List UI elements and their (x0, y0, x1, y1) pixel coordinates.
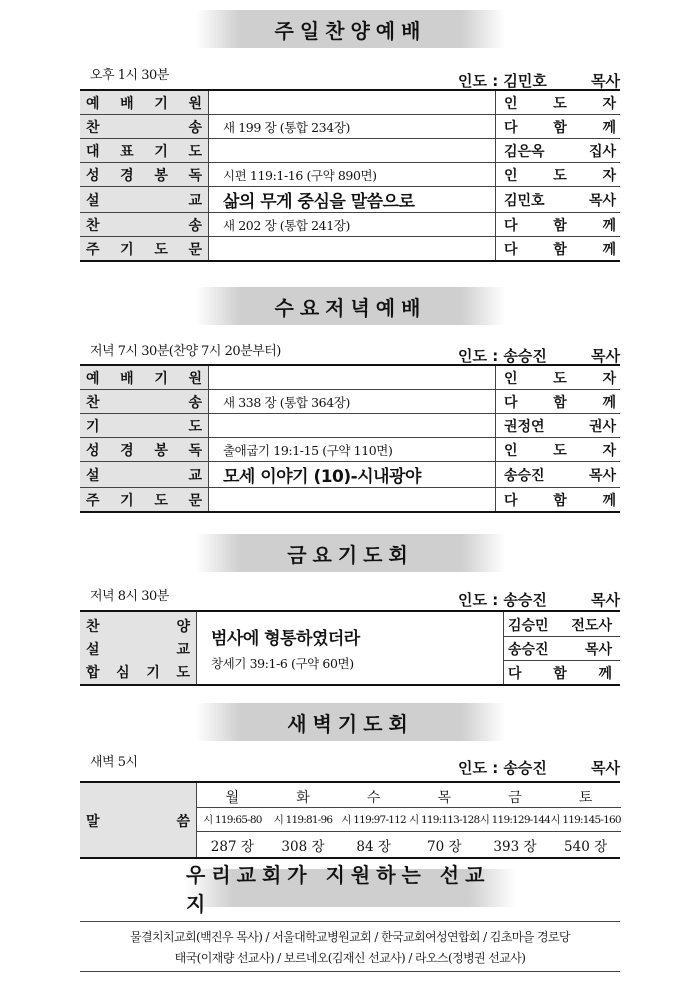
order-leader: 인 도 자 (496, 365, 621, 390)
order-label: 주 기 도 문 (80, 237, 209, 262)
divider (80, 921, 620, 922)
friday-leader-praise: 김승민 전도사 (508, 618, 612, 634)
order-leader: 인 도 자 (496, 438, 621, 462)
order-row (80, 139, 620, 163)
dawn-day: 목 (437, 790, 452, 806)
order-content: 출애굽기 19:1-15 (구약 110면) (209, 438, 496, 462)
order-content (209, 90, 496, 115)
order-label: 성 경 봉 독 (80, 438, 209, 462)
order-leader: 다 함 께 (496, 237, 621, 262)
order-content: 새 338 장 (통합 364장) (209, 390, 496, 414)
dawn-day: 수 (366, 790, 381, 806)
order-label: 찬 송 (80, 115, 209, 139)
friday-label-sermon: 설 교 (86, 642, 190, 658)
order-row (80, 365, 620, 390)
friday-leader-sermon: 송승진 목사 (508, 642, 612, 658)
order-label: 예 배 기 원 (80, 90, 209, 115)
order-leader: 다 함 께 (496, 488, 621, 513)
order-row (80, 115, 620, 139)
dawn-day: 화 (296, 790, 310, 806)
order-row (80, 488, 620, 513)
dawn-chapter: 84 장 (356, 839, 391, 855)
order-leader: 다 함 께 (496, 390, 621, 414)
order-leader: 다 함 께 (496, 115, 621, 139)
friday-time: 저녁 8시 30분 (90, 589, 169, 604)
dawn-time: 새벽 5시 (90, 755, 138, 770)
order-label: 기 도 (80, 414, 209, 438)
sunday-leader: 인도 : 김민호 목사 (458, 72, 620, 90)
dawn-leader: 인도 : 송승진 목사 (458, 759, 620, 777)
sermon-title: 모세 이야기 (10)-시내광야 (209, 462, 496, 488)
missions-title: 우리교회가 지원하는 선교지 (186, 869, 515, 907)
order-label: 찬 송 (80, 390, 209, 414)
dawn-schedule-table (80, 781, 620, 859)
divider (197, 831, 621, 832)
divider (80, 971, 620, 972)
dawn-passage: 시 119:129-144 (479, 814, 551, 826)
order-label: 예 배 기 원 (80, 365, 209, 390)
dawn-passages-row (197, 812, 621, 827)
dawn-chapter: 70 장 (427, 839, 462, 855)
dawn-passage: 시 119:81-96 (273, 814, 333, 826)
order-leader: 인 도 자 (496, 90, 621, 115)
dawn-title: 새벽기도회 (196, 703, 505, 741)
dawn-passage: 시 119:97-112 (341, 814, 406, 826)
order-content: 새 202 장 (통합 241장) (209, 213, 496, 237)
divider (503, 636, 620, 637)
order-leader: 권정연 권사 (496, 414, 621, 438)
dawn-chapters-row (197, 835, 621, 855)
order-leader: 인 도 자 (496, 163, 621, 187)
order-row (80, 163, 620, 187)
order-row (80, 462, 620, 488)
order-leader: 김민호 목사 (496, 187, 621, 213)
order-content (209, 237, 496, 262)
divider (503, 660, 620, 661)
dawn-grid (196, 783, 621, 857)
order-leader: 송승진 목사 (496, 462, 621, 488)
sermon-title: 삶의 무게 중심을 말씀으로 (209, 187, 496, 213)
dawn-passage: 시 119:145-160 (550, 814, 621, 826)
sunday-order-table (80, 89, 620, 262)
wednesday-order-table (80, 364, 620, 513)
friday-order-table (80, 610, 620, 686)
missions-line-1: 물결치치교회(백진우 목사) / 서울대학교병원교회 / 한국교회여성연합회 / 김초마을 경로당 (130, 930, 570, 944)
friday-leader: 인도 : 송승진 목사 (458, 591, 620, 609)
friday-title: 금요기도회 (196, 534, 505, 572)
order-label: 주 기 도 문 (80, 488, 209, 513)
dawn-day: 토 (578, 790, 593, 806)
friday-sermon-passage: 창세기 39:1-6 (구약 60면) (211, 656, 354, 671)
sunday-time: 오후 1시 30분 (90, 68, 169, 83)
dawn-days-row (197, 787, 621, 807)
dawn-chapter: 393 장 (493, 839, 537, 855)
sunday-title: 주일찬양예배 (196, 10, 505, 48)
dawn-chapter: 540 장 (564, 839, 608, 855)
wednesday-time: 저녁 7시 30분(찬양 7시 20분부터) (90, 344, 281, 359)
order-row (80, 414, 620, 438)
missions-line-2: 태국(이재량 선교사) / 보르네오(김재신 선교사) / 라오스(정병권 선교사) (174, 951, 526, 965)
order-content (209, 365, 496, 390)
dawn-day: 월 (225, 790, 240, 806)
order-content: 시편 119:1-16 (구약 890면) (209, 163, 496, 187)
friday-sermon-title: 범사에 형통하였더라 (211, 629, 360, 649)
dawn-label: 말 씀 (86, 814, 190, 830)
order-content (209, 488, 496, 513)
order-row (80, 187, 620, 213)
order-row (80, 90, 620, 115)
friday-leader-prayer: 다 함 께 (508, 666, 612, 682)
dawn-chapter: 308 장 (281, 839, 325, 855)
order-leader: 다 함 께 (496, 213, 621, 237)
dawn-chapter: 287 장 (210, 839, 254, 855)
friday-label-praise: 찬 양 (86, 619, 190, 635)
order-row (80, 213, 620, 237)
wednesday-leader: 인도 : 송승진 목사 (458, 347, 620, 365)
dawn-passage: 시 119:113-128 (409, 814, 480, 826)
order-label: 찬 송 (80, 213, 209, 237)
wednesday-title: 수요저녁예배 (196, 287, 505, 325)
order-label: 성 경 봉 독 (80, 163, 209, 187)
dawn-day: 금 (508, 790, 522, 806)
order-content (209, 414, 496, 438)
friday-sermon-cell (196, 612, 504, 684)
order-row (80, 438, 620, 462)
order-label: 설 교 (80, 187, 209, 213)
order-label: 대 표 기 도 (80, 139, 209, 163)
order-label: 설 교 (80, 462, 209, 488)
order-row (80, 237, 620, 262)
divider (197, 807, 621, 808)
order-leader: 김은옥 집사 (496, 139, 621, 163)
order-row (80, 390, 620, 414)
order-content: 새 199 장 (통합 234장) (209, 115, 496, 139)
dawn-passage: 시 119:65-80 (203, 814, 262, 826)
order-content (209, 139, 496, 163)
friday-label-prayer: 합 심 기 도 (86, 665, 190, 681)
